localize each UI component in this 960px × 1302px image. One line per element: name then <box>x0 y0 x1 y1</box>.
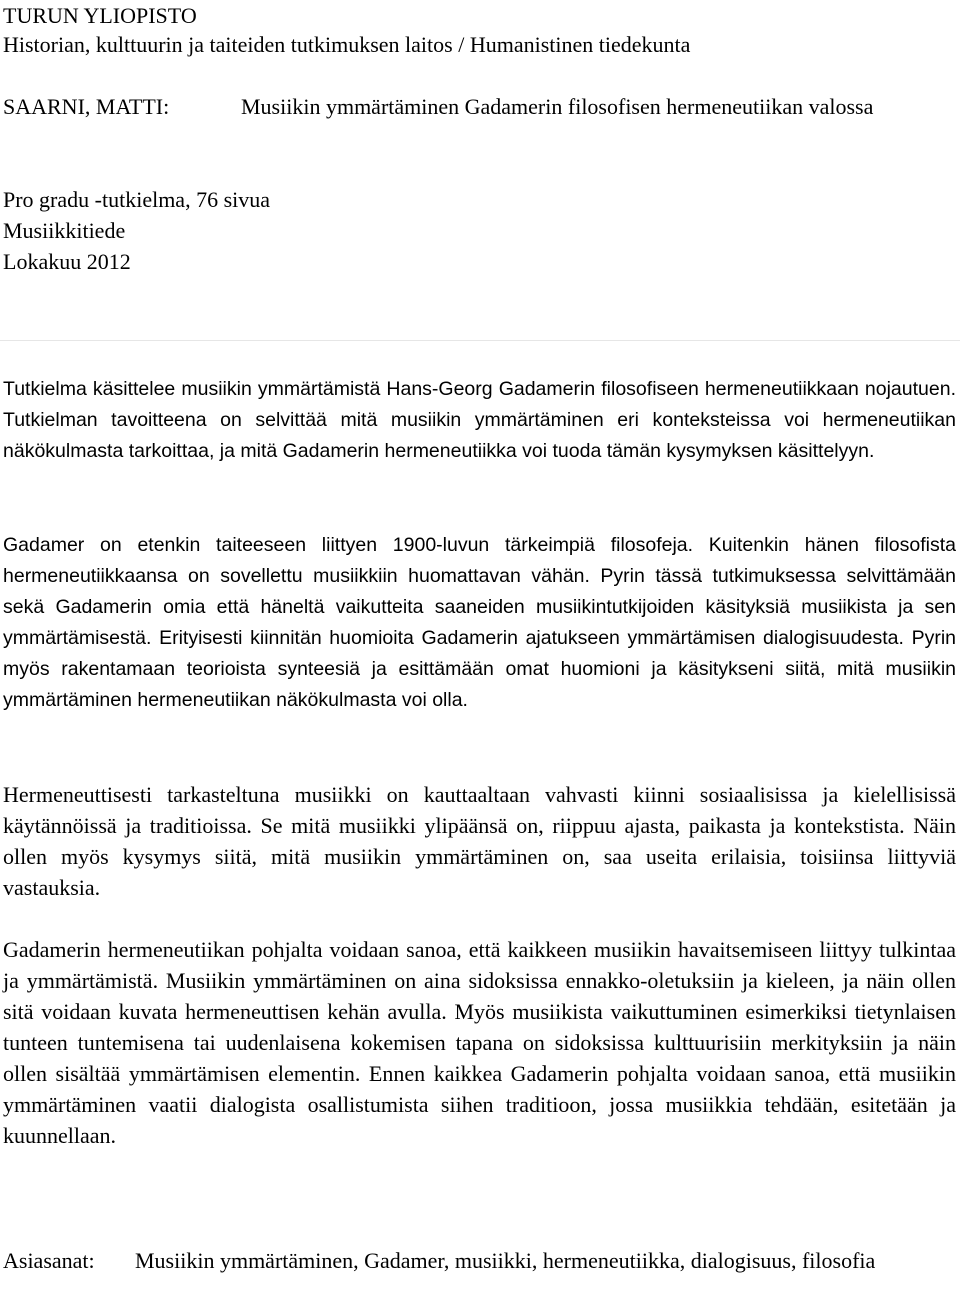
thesis-type-pages: Pro gradu -tutkielma, 76 sivua <box>3 187 271 212</box>
department-name: Historian, kulttuurin ja taiteiden tutkimuksen laitos / Humanistinen tiedekunta <box>3 32 691 57</box>
thesis-title: Musiikin ymmärtäminen Gadamerin filosofisen hermeneutiikan valossa <box>241 94 874 119</box>
keywords-label: Asiasanat: <box>3 1248 95 1273</box>
abstract-paragraph: Gadamerin hermeneutiikan pohjalta voidaan sanoa, että kaikkeen musiikin havaitsemiseen liittyy tulkintaa ja ymmärtämistä. Musiikin ymmärtäminen on aina sidoksissa ennakko-oletuksiin ja kieleen, ja näin ollen sitä voidaan kuvata hermeneuttisen kehän avulla. Myös musiikista vaikuttuminen esimerkiksi tietynlaisen tunteen tuntemisena tai uudenlaisena kokemisen tapana on sidoksissa kulttuurisiin merkityksiin ja näin ollen sisältää ymmärtämisen elementin. Ennen kaikkea Gadamerin pohjalta voidaan sanoa, että musiikin ymmärtäminen vaatii dialogista osallistumista siihen traditioon, jossa musiikkia tehdään, esitetään ja kuunnellaan. <box>3 937 956 1148</box>
section-divider <box>0 340 960 341</box>
author-name: SAARNI, MATTI: <box>3 94 170 119</box>
abstract-paragraph: Gadamer on etenkin taiteeseen liittyen 1900-luvun tärkeimpiä filosofeja. Kuitenkin hänen filosofista hermeneutiikkaansa on sovellettu musiikkiin huomattavan vähän. Pyrin tässä tutkimuksessa selvittämään sekä Gadamerin omia että häneltä vaikutteita saaneiden musiikintutkijoiden käsityksiä musiikista ja sen ymmärtämisestä. Erityisesti kiinnitän huomioita Gadamerin ajatukseen ymmärtämisen dialogisuudesta. Pyrin myös rakentamaan teorioista synteesiä ja esittämään omat huomioni ja käsitykseni siitä, mitä musiikin ymmärtäminen hermeneutiikan näkökulmasta voi olla. <box>3 534 956 711</box>
abstract-paragraph: Hermeneuttisesti tarkasteltuna musiikki on kauttaaltaan vahvasti kiinni sosiaalisissa ja kielellisissä käytännöissä ja traditioissa. Se mitä musiikki ylipäänsä on, riippuu ajasta, paikasta ja kontekstista. Näin ollen myös kysymys siitä, mitä musiikin ymmärtäminen on, saa useita erilaisia, toisiinsa liittyviä vastauksia. <box>3 782 956 900</box>
thesis-date: Lokakuu 2012 <box>3 249 131 274</box>
university-name: TURUN YLIOPISTO <box>3 3 197 28</box>
keywords-value: Musiikin ymmärtäminen, Gadamer, musiikki, hermeneutiikka, dialogisuus, filosofia <box>135 1248 876 1273</box>
thesis-subject: Musiikkitiede <box>3 218 126 243</box>
abstract-paragraph: Tutkielma käsittelee musiikin ymmärtämistä Hans-Georg Gadamerin filosofiseen hermeneutiikkaan nojautuen. Tutkielman tavoitteena on selvittää mitä musiikin ymmärtäminen eri konteksteissa voi hermeneutiikan näkökulmasta tarkoittaa, ja mitä Gadamerin hermeneutiikka voi tuoda tämän kysymyksen käsittelyyn. <box>3 378 956 462</box>
